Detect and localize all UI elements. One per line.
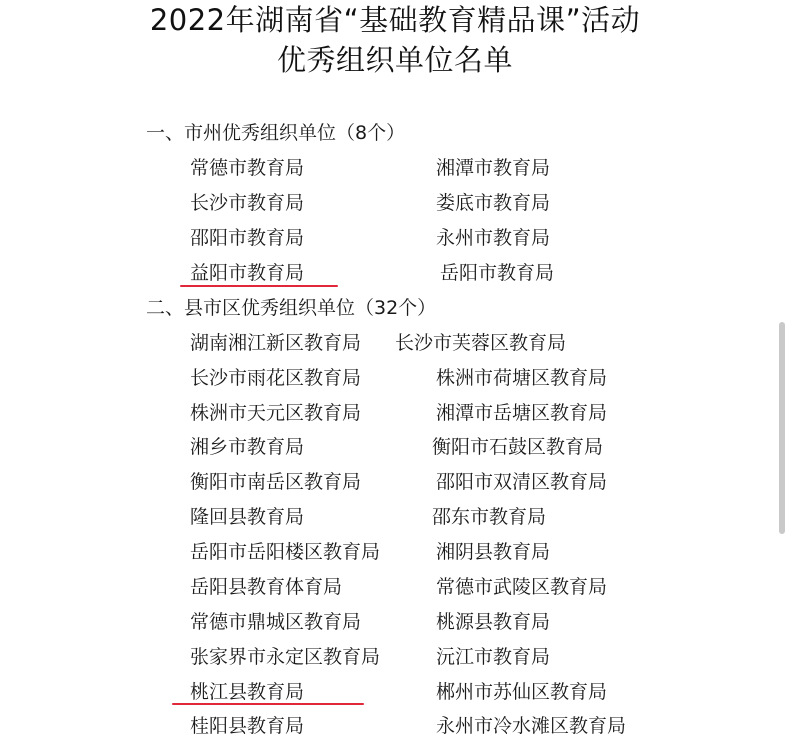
list-item: 张家界市永定区教育局 xyxy=(190,646,381,668)
list-item: 岳阳市教育局 xyxy=(440,262,555,284)
list-item: 岳阳市岳阳楼区教育局 xyxy=(190,541,381,563)
list-item: 长沙市芙蓉区教育局 xyxy=(395,332,567,354)
list-item: 岳阳县教育体育局 xyxy=(190,576,343,598)
list-item: 邵东市教育局 xyxy=(432,506,547,528)
list-item: 湘潭市岳塘区教育局 xyxy=(436,402,608,424)
section-heading-county: 二、县市区优秀组织单位（32个） xyxy=(146,297,437,319)
document-title-line-1: 2022年湖南省“基础教育精品课”活动 xyxy=(149,3,641,37)
list-item: 株洲市荷塘区教育局 xyxy=(436,367,608,389)
section-heading-city: 一、市州优秀组织单位（8个） xyxy=(146,122,406,144)
document-title-line-2: 优秀组织单位名单 xyxy=(276,43,513,77)
list-item: 桂阳县教育局 xyxy=(190,715,305,737)
list-item: 沅江市教育局 xyxy=(436,646,551,668)
list-item: 湘潭市教育局 xyxy=(436,157,551,179)
red-underline-mark xyxy=(172,703,364,705)
list-item: 衡阳市南岳区教育局 xyxy=(190,471,362,493)
list-item: 长沙市教育局 xyxy=(190,192,305,214)
vertical-scrollbar-thumb[interactable] xyxy=(779,322,785,534)
list-item-highlighted: 益阳市教育局 xyxy=(190,262,305,284)
list-item: 湘阴县教育局 xyxy=(436,541,551,563)
list-item: 湖南湘江新区教育局 xyxy=(190,332,362,354)
list-item: 衡阳市石鼓区教育局 xyxy=(432,436,604,458)
list-item: 常德市教育局 xyxy=(190,157,305,179)
red-underline-mark xyxy=(180,285,338,287)
list-item: 常德市武陵区教育局 xyxy=(436,576,608,598)
list-item: 长沙市雨花区教育局 xyxy=(190,367,362,389)
list-item: 桃源县教育局 xyxy=(436,611,551,633)
list-item: 郴州市苏仙区教育局 xyxy=(436,681,608,703)
list-item-highlighted: 桃江县教育局 xyxy=(190,681,305,703)
list-item: 株洲市天元区教育局 xyxy=(190,402,362,424)
list-item: 邵阳市教育局 xyxy=(190,227,305,249)
list-item: 永州市教育局 xyxy=(436,227,551,249)
list-item: 常德市鼎城区教育局 xyxy=(190,611,362,633)
list-item: 湘乡市教育局 xyxy=(190,436,305,458)
list-item: 隆回县教育局 xyxy=(190,506,305,528)
list-item: 永州市冷水滩区教育局 xyxy=(436,715,627,737)
list-item: 邵阳市双清区教育局 xyxy=(436,471,608,493)
list-item: 娄底市教育局 xyxy=(436,192,551,214)
